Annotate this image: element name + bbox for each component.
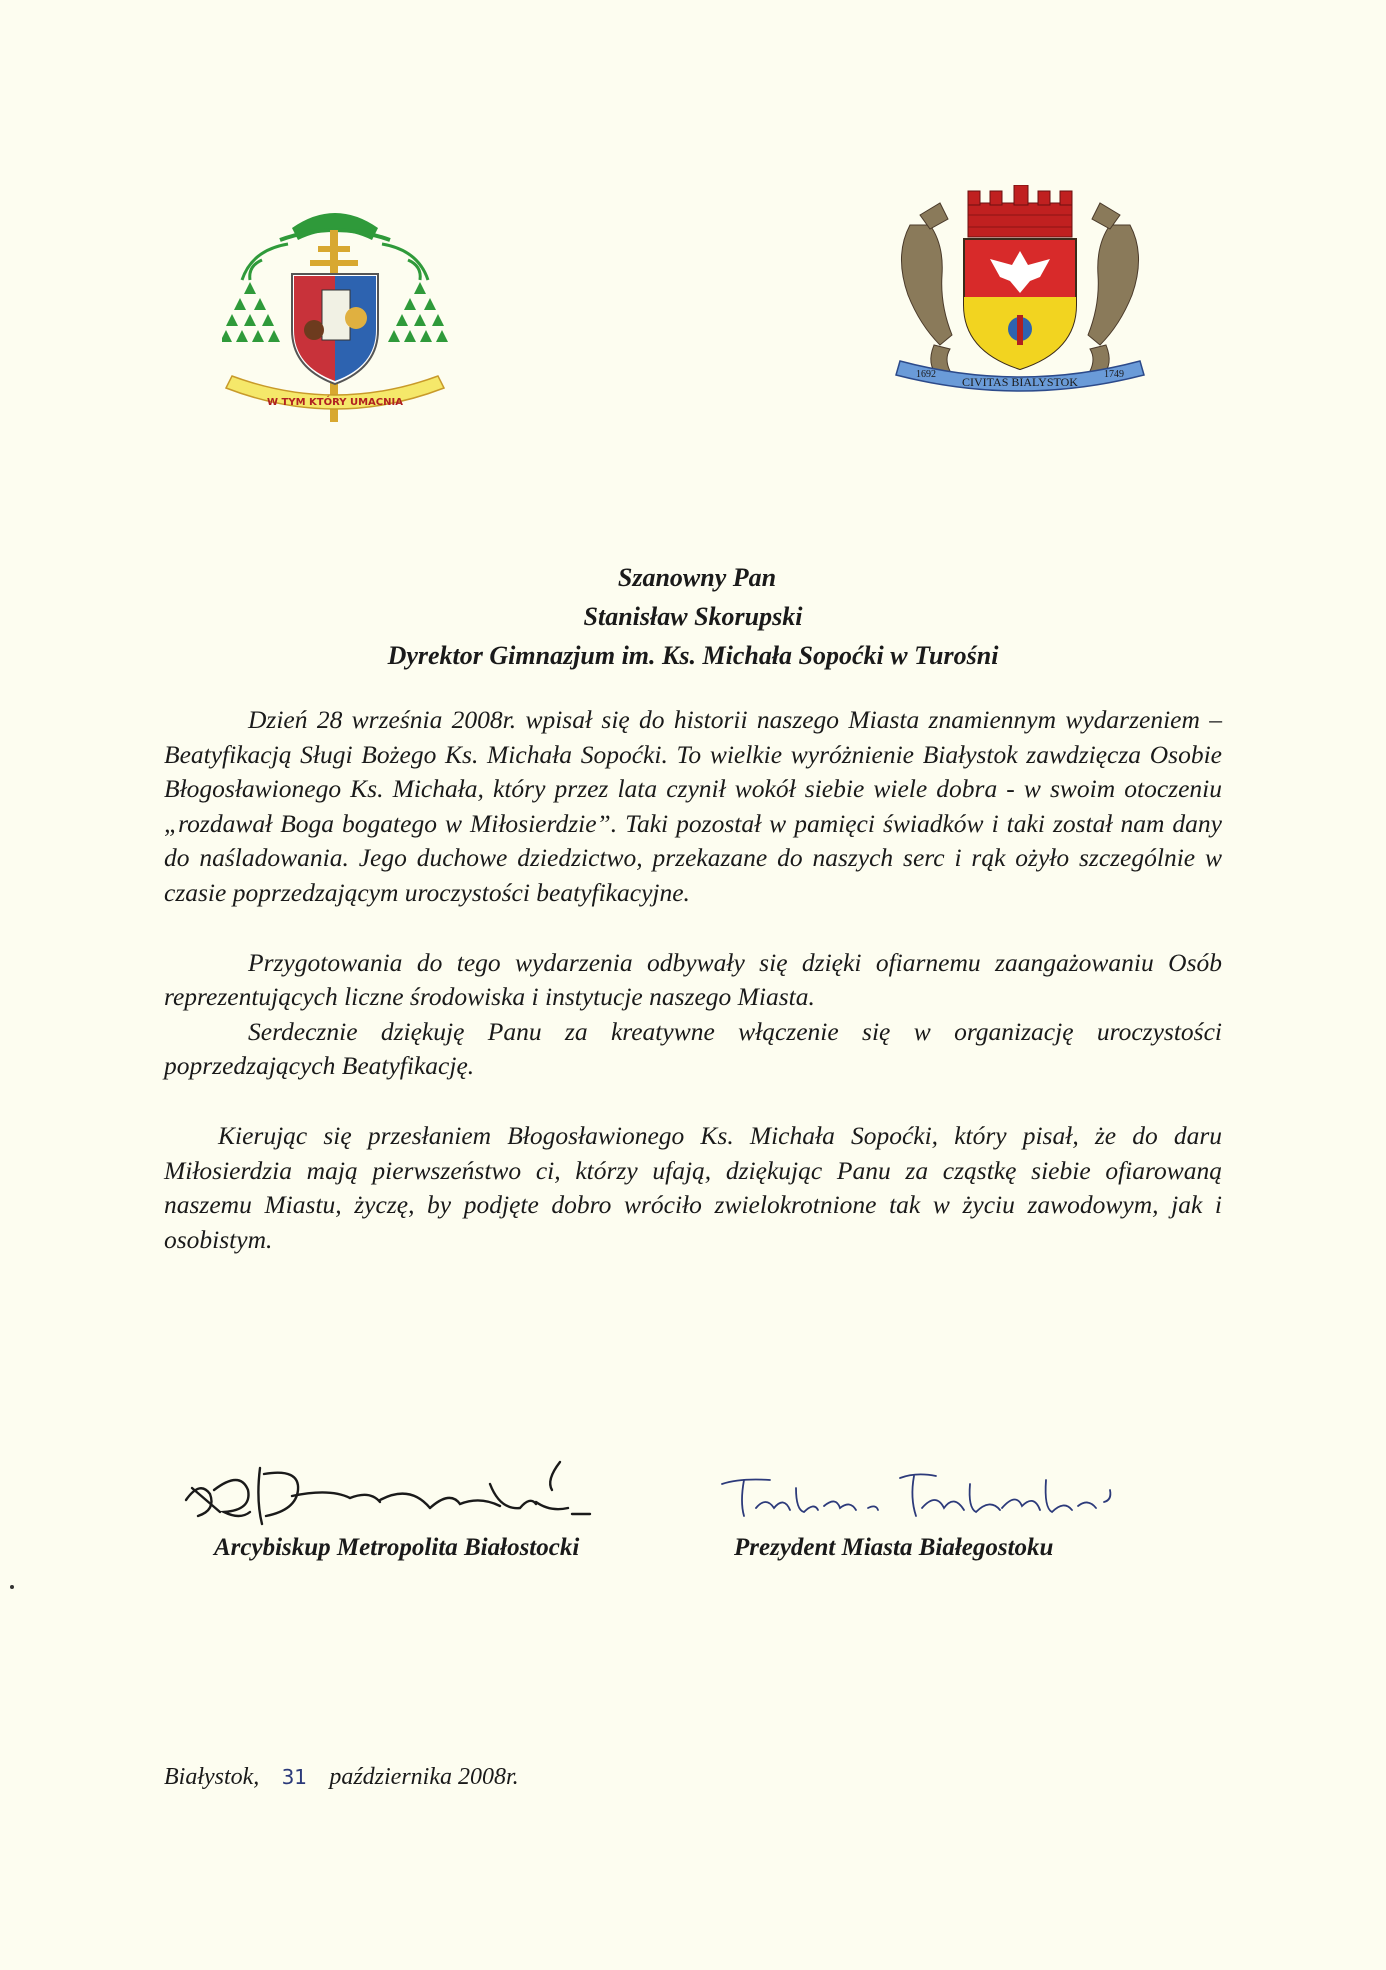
bialystok-city-coat-of-arms-icon (890, 185, 1150, 407)
president-signature-icon (700, 1450, 1140, 1530)
date-day-handwritten: 31 (281, 1765, 308, 1789)
date-month-year: października 2008r. (329, 1764, 519, 1790)
archbishop-title: Arcybiskup Metropolita Białostocki (214, 1534, 580, 1561)
paragraph-2: Przygotowania do tego wydarzenia odbywały się dzięki ofiarnemu zaangażowaniu Osób reprezentujących liczne środowiska i instytucje naszego Miasta. (164, 947, 1222, 1012)
paragraph-1: Dzień 28 września 2008r. wpisał się do historii naszego Miasta znamiennym wydarzeniem – Beatyfikacją Sługi Bożego Ks. Michała Sopoćki. To wielkie wyróżnienie Białystok zawdzięcza Osobie Błogosławionego Ks. Michała, który przez lata czynił wokół siebie wiele dobra - w swoim otoczeniu „rozdawał Boga bogatego w Miłosierdzie”. Taki pozostał w pamięci świadków i taki został nam dany do naśladowania. Jego duchowe dziedzictwo, przekazane do naszych serc i rąk ożyło szczególnie w czasie poprzedzającym uroczystości beatyfikacyjne. (164, 705, 1222, 907)
paragraph-3: Serdecznie dziękuję Panu za kreatywne włączenie się w organizację uroczystości poprzedzających Beatyfikację. (164, 1016, 1222, 1081)
city-year-right: 1749 (1104, 369, 1124, 380)
addressee-block (0, 558, 1386, 675)
archbishop-coat-of-arms-icon (222, 200, 448, 422)
svg-text:W TYM KTÓRY UMACNIA: W TYM KTÓRY UMACNIA (267, 397, 403, 408)
addressee-position: Dyrektor Gimnazjum im. Ks. Michała Sopoćki w Turośni (387, 641, 999, 670)
city-ribbon-text: CIVITAS BIALYSTOK (962, 375, 1078, 389)
signatures (0, 1450, 1386, 1570)
president-title: Prezydent Miasta Białegostoku (734, 1534, 1054, 1561)
signature-archbishop (180, 1450, 640, 1570)
archbishop-signature-icon (180, 1450, 680, 1540)
addressee-name: Stanisław Skorupski (583, 602, 803, 631)
margin-dot (10, 1585, 14, 1589)
paragraph-4: Kierując się przesłaniem Błogosławionego Ks. Michała Sopoćki, który pisał, że do daru Miłosierdzia mają pierwszeństwo ci, którzy ufają, dziękując Panu za cząstkę siebie ofiarowaną naszemu Miastu, życzę, by podjęte dobro wróciło zwielokrotnione tak w życiu zawodowym, jak i osobistym. (164, 1120, 1222, 1254)
salutation: Szanowny Pan (617, 563, 777, 592)
date-place: Białystok, (164, 1764, 260, 1790)
signature-president (700, 1450, 1160, 1570)
city-year-left: 1692 (916, 369, 936, 380)
letter-body (164, 703, 1222, 1257)
date-line (164, 1764, 519, 1791)
